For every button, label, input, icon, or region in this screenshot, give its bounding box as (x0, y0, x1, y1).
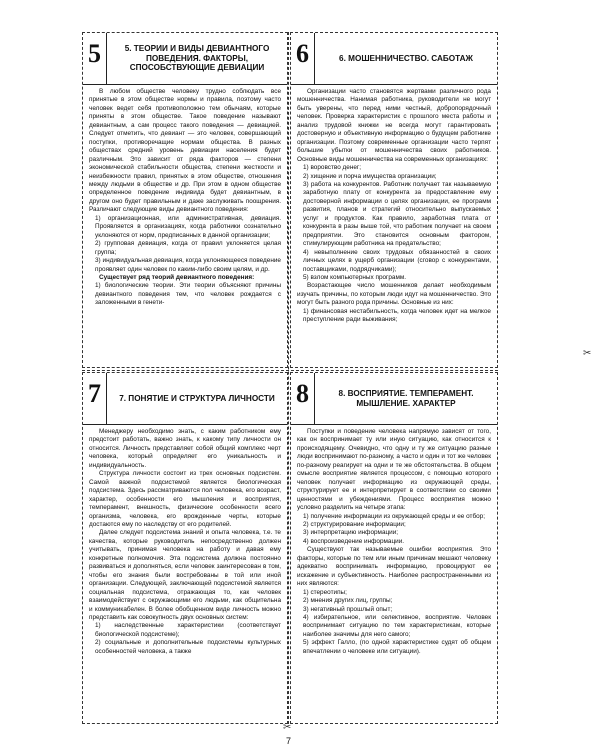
page-number: 7 (286, 736, 292, 746)
card-body (83, 85, 287, 308)
scissors-icon-right: ✂ (583, 348, 592, 359)
list-item: 2) хищение и порча имущества организации; (303, 172, 437, 180)
card-number: 6 (291, 33, 315, 84)
card-number: 5 (83, 33, 107, 84)
paragraph-bold: Существует ряд теорий девиантного поведения: (99, 273, 255, 281)
list-item: 1) получение информации из окружающей среды и ее отбор; (303, 512, 486, 520)
horizontal-cut-line (82, 370, 498, 371)
paragraph: Возрастающее число мошенников делает необходимым изучать причины, по которым люди идут на мошенничество. Это могут быть разного рода причины. Основные из них: (297, 282, 491, 307)
card-body (291, 85, 497, 325)
list-item: 3) негативный прошлый опыт; (303, 605, 393, 613)
paragraph: Менеджеру необходимо знать, с каким работником ему предстоит работать, важно знать, к какому типу личности он относится. Личность представляет собой общий комплекс черт человека, который определяет его уникальность и индивидуальность. (89, 428, 281, 469)
card-6 (290, 32, 498, 368)
card-title: 5. ТЕОРИИ И ВИДЫ ДЕВИАНТНОГО ПОВЕДЕНИЯ. ФАКТОРЫ, СПОСОБСТВУЮЩИЕ ДЕВИАЦИИ (124, 43, 270, 73)
card-5 (82, 32, 288, 368)
card-7 (82, 372, 288, 724)
card-body (291, 425, 497, 656)
list-item: 2) мнения других лиц, группы; (303, 597, 393, 605)
card-title: 8. ВОСПРИЯТИЕ. ТЕМПЕРАМЕНТ. МЫШЛЕНИЕ. ХАРАКТЕР (338, 388, 474, 408)
paragraph: Поступки и поведение человека напрямую зависят от того, как он воспринимает ту или иную ситуацию, как относится к происходящему. Очевидно, что одну и ту же ситуацию разные люди воспринимают по-разному, а часто и один и тот же человек по-разному реагирует на одни и те же обстоятельства. В общем смысле восприятие является процессом, с помощью которого человек получает информацию из окружающей среды, структурирует ее и интерпретирует в соответствии со своими ценностями и убеждениями. Процесс восприятия можно условно разделить на четыре этапа: (297, 428, 491, 512)
card-number: 8 (291, 373, 315, 424)
list-item: 3) интерпретацию информации; (303, 529, 399, 537)
card-number: 7 (83, 373, 107, 424)
list-item: 2) групповая девиация, когда от правил уклоняется целая группа; (95, 240, 281, 256)
vertical-cut-line (288, 32, 289, 724)
list-item: 4) избирательное, или селективное, восприятие. Человек воспринимает ситуацию по тем характеристикам, которые наиболее значимы для него самого; (303, 613, 491, 638)
list-item: 1) организационная, или административная, девиация. Проявляется в организациях, когда работники сознательно уклоняются от норм, предписанных в данной организации; (95, 214, 281, 239)
scissors-icon-bottom: ✂ (283, 722, 292, 733)
card-8 (290, 372, 498, 724)
card-body (83, 425, 287, 656)
list-item: 1) биологические теории. Эти теории объясняют причины девиантного поведения тем, что человек рождается с заложенными в генети- (95, 282, 281, 307)
list-item: 2) структурирование информации; (303, 520, 406, 528)
paragraph: Структура личности состоит из трех основных подсистем. Самой важной подсистемой является биологическая подсистема. Здесь рассматриваются пол человека, его возраст, характер, особенности его мышления и восприятия, темперамент, внешность, физические особенности всего организма, человека, его врожденные черты, которые достаются ему по наследству от его родителей. (89, 470, 281, 528)
paragraph: В любом обществе человеку трудно соблюдать все принятые в этом обществе нормы и правила, поэтому часто человек ведет себя противоположно тем обычаям, которые приняты в этом обществе. Такое поведение называют девиантным, а сам процесс такого поведения — девиацией. Следует отметить, что девиант — это человек, совершающий поступки, противоречащие нормам общества. В разных обществах средний уровень девиации населения будет различным. Это зависит от ряда факторов — степени экономической стабильности общества, степени жесткости и неизбежности правил, принятых в этом обществе, отношения между людьми в обществе и др. При этом в одном обществе определенное поведение индивида будет девиантным, в другом оно будет правильным и даже заслуживать поощрения. Различают следующие виды девиантного поведения: (89, 88, 281, 214)
list-item: 4) воспроизведение информации. (303, 537, 405, 545)
list-item: 5) эффект Галло, (по одной характеристике судят об общем впечатлении о человеке или ситуации). (303, 639, 491, 655)
list-item: 1) финансовая нестабильность, когда человек идет на мелкое преступление ради выживания; (303, 307, 491, 324)
list-item: 1) наследственные характеристики (соответствует биологической подсистеме); (95, 622, 281, 638)
paragraph: Организации часто становятся жертвами различного рода мошенничества. Нанимая работника, руководители не могут быть уверены, что перед ними честный, добропорядочный человек. Проверка характеристик с прошлого места работы и анализ трудовой книжки не всегда могут гарантировать достоверную и объективную информацию о будущем работнике организации. Поэтому современные организации часто терпят большие убытки от мошенничества своих работников. Основные виды мошенничества на современных организациях: (297, 88, 491, 163)
card-title: 7. ПОНЯТИЕ И СТРУКТУРА ЛИЧНОСТИ (119, 393, 275, 403)
card-title: 6. МОШЕННИЧЕСТВО. САБОТАЖ (339, 53, 473, 63)
list-item: 2) социальные и дополнительные подсистемы культурных особенностей человека, а также (95, 639, 281, 655)
list-item: 4) невыполнение своих трудовых обязанностей в своих личных целях в ущерб организации (сговор с конкурентами, поставщиками, подрядчиками); (303, 248, 491, 273)
paragraph: Далее следует подсистема знаний и опыта человека, т.е. те качества, которые руководитель непосредственно должен учитывать, принимая человека на работу и давая ему конкретные полномочия. Эта подсистема должна постоянно развиваться и дополняться, если человек заинтересован в том, чтобы его знания были востребованы в той или иной организации. Следующей, заключающей подсистемой является социальная подсистема, отражающая то, как человек взаимодействует с окружающими его людьми, как общительна и коммуникабелен. В более обобщенном виде личность можно представить как совокупность двух основных систем: (89, 529, 281, 621)
list-item: 1) воровство денег; (303, 164, 362, 172)
list-item: 1) стереотипы; (303, 588, 347, 596)
paragraph: Существуют так называемые ошибки восприятия. Это факторы, которые по тем или иным причинам мешают человеку адекватно воспринимать информацию, провоцируют ее искажение и субъективность. Наиболее распространенными из них являются: (297, 546, 491, 588)
list-item: 3) работа на конкурентов. Работник получает так называемую заработную плату от конкурента за предоставление ему достоверной информации о целях организации, ее программ развития, планов и стратегий относительно выпускаемых услуг и продуктов. Как правило, заработная плата от конкурента в разы выше той, что работник получает на своем предприятии. Это становится основным фактором, стимулирующим работника на предательство; (303, 180, 491, 248)
list-item: 5) взлом компьютерных программ. (303, 273, 407, 281)
list-item: 3) индивидуальная девиация, когда уклоняющееся поведение проявляет один человек по каким-либо своим целям, и др. (95, 257, 281, 273)
